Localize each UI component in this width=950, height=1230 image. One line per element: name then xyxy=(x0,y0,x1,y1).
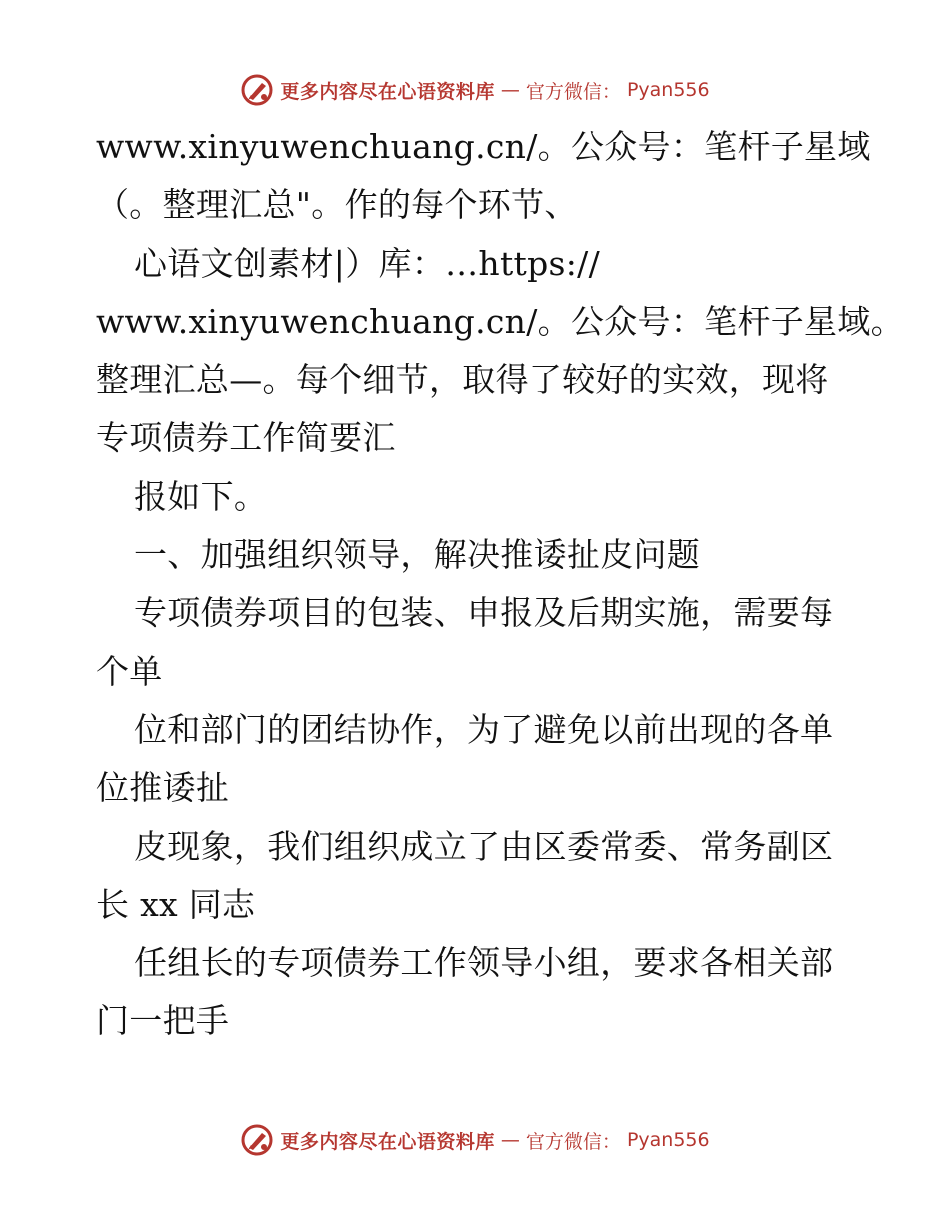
body-line: 个单 xyxy=(96,651,163,691)
footer-dash: — xyxy=(500,1129,520,1151)
pen-seal-icon xyxy=(240,73,274,107)
body-line: 位和部门的团结协作，为了避免以前出现的各单 xyxy=(134,709,834,749)
body-line: 整理汇总—。每个细节，取得了较好的实效，现将 xyxy=(96,360,829,400)
body-line: 皮现象，我们组织成立了由区委常委、常务副区 xyxy=(134,826,834,866)
header-wechat-id: Pyan556 xyxy=(626,79,710,101)
header-dash: — xyxy=(500,79,520,101)
pen-seal-icon xyxy=(240,1123,274,1157)
body-line: 位推诿扯 xyxy=(96,768,230,808)
footer-site-text: 更多内容尽在心语资料库 xyxy=(280,1130,495,1153)
document-body xyxy=(96,118,904,1051)
footer-wechat-id: Pyan556 xyxy=(626,1129,710,1151)
body-line: 门一把手 xyxy=(96,1001,230,1041)
section-heading: 一、加强组织领导，解决推诿扯皮问题 xyxy=(134,535,701,575)
body-line: （。整理汇总"。作的每个环节、 xyxy=(96,185,578,225)
body-line: 报如下。 xyxy=(134,476,268,516)
footer-wechat-label: 官方微信： xyxy=(525,1130,621,1153)
header-site-text: 更多内容尽在心语资料库 xyxy=(280,80,495,103)
body-line: 专项债券项目的包装、申报及后期实施，需要每 xyxy=(134,593,834,633)
footer-banner xyxy=(0,1120,950,1160)
body-line: www.xinyuwenchuang.cn/。公众号：笔杆子星域 xyxy=(96,127,871,166)
header-wechat-label: 官方微信： xyxy=(525,80,621,103)
header-banner xyxy=(0,70,950,110)
body-line: 长 xx 同志 xyxy=(96,884,256,924)
body-line: 心语文创素材|）库：…https:// xyxy=(134,243,601,283)
body-line: 任组长的专项债券工作领导小组，要求各相关部 xyxy=(134,943,834,983)
body-line: 专项债券工作简要汇 xyxy=(96,418,396,458)
body-line: www.xinyuwenchuang.cn/。公众号：笔杆子星域。 xyxy=(96,301,904,341)
